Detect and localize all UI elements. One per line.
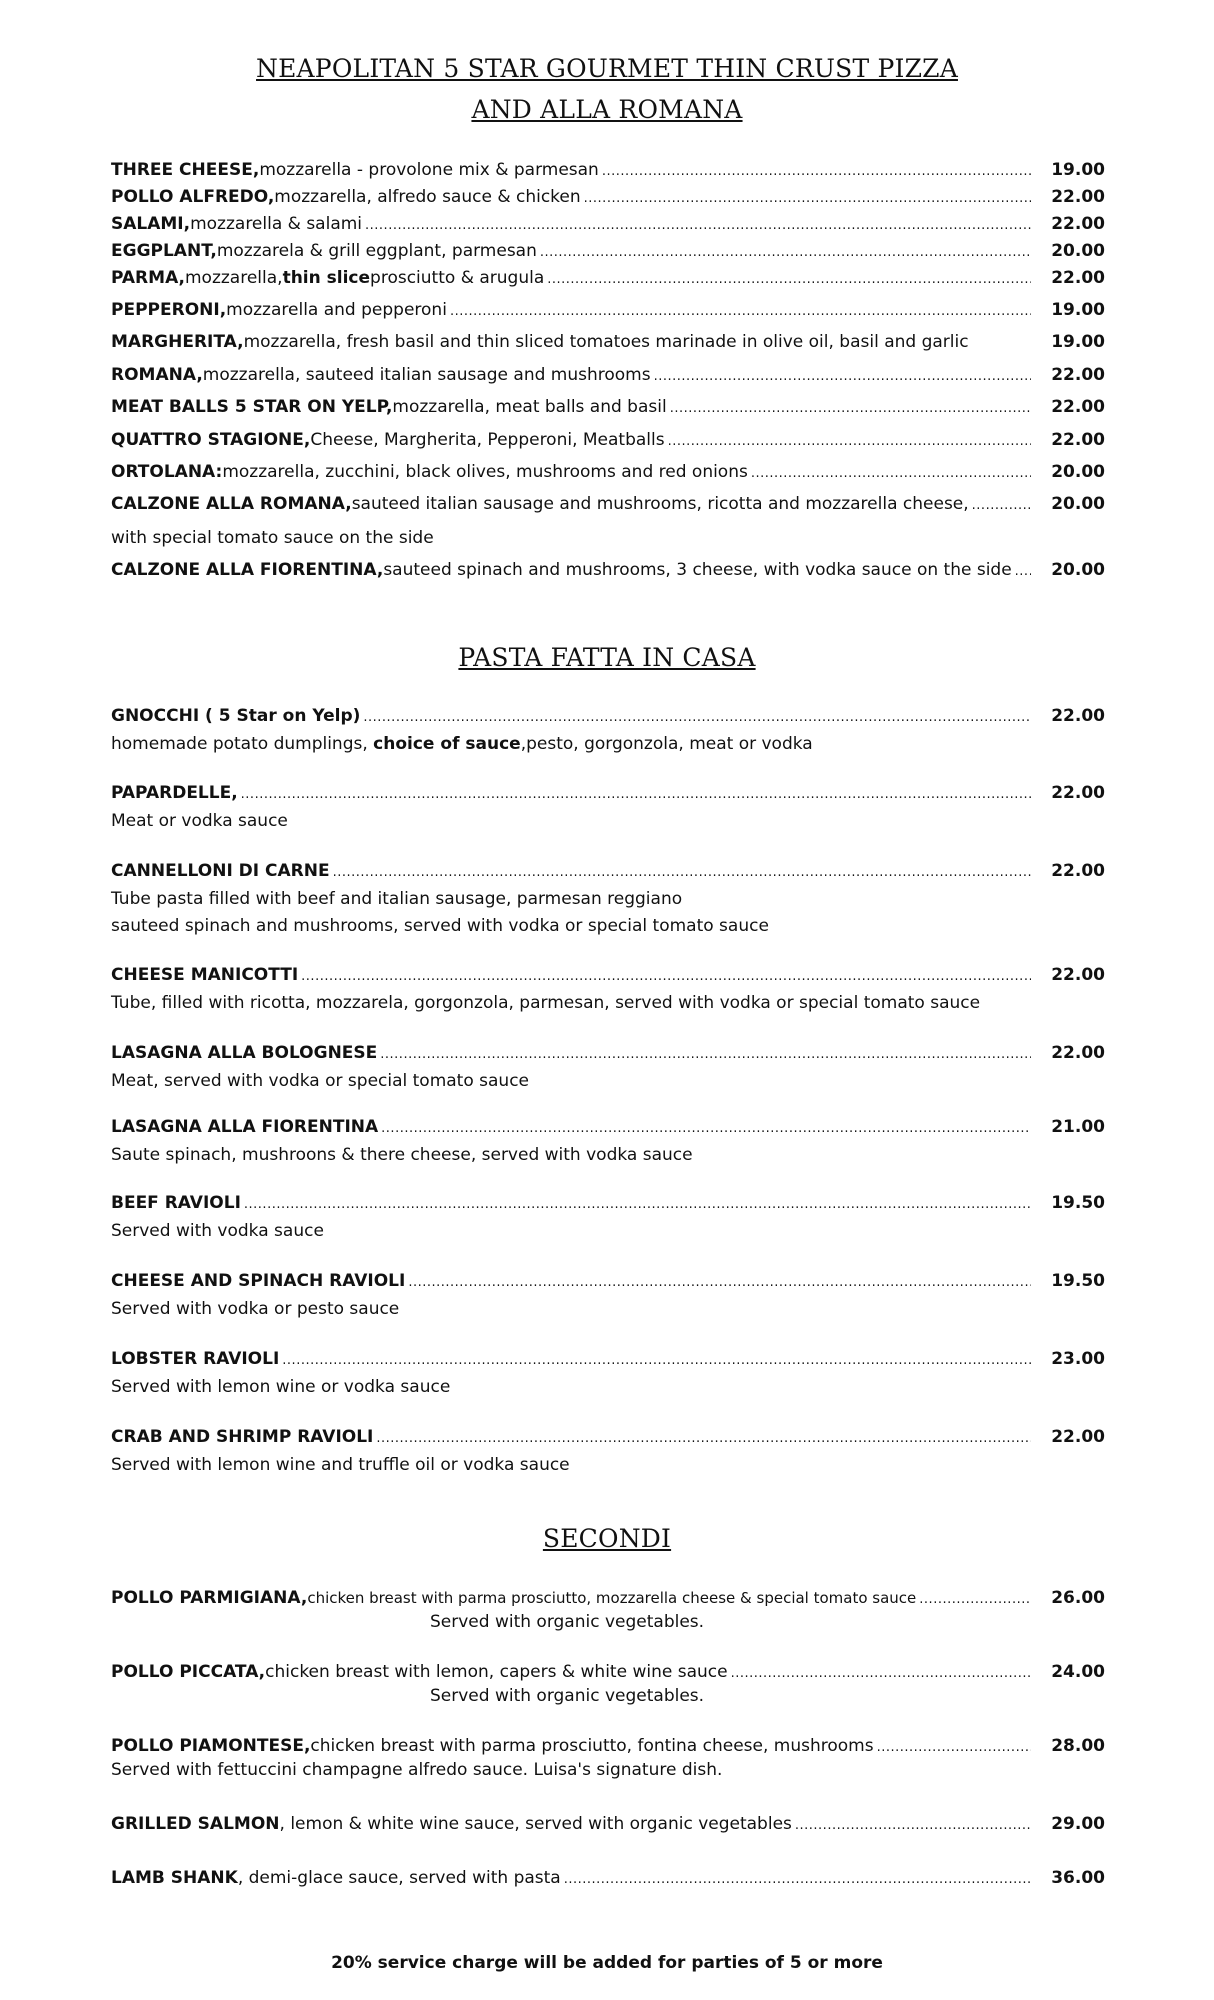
item-name: LASAGNA ALLA BOLOGNESE	[111, 1043, 378, 1063]
item-name: POLLO PICCATA,	[111, 1662, 266, 1682]
item-desc: Saute spinach, mushroons & there cheese, served with vodka sauce	[111, 1145, 693, 1165]
item-desc: chicken breast with parma prosciutto, fontina cheese, mushrooms	[310, 1736, 874, 1756]
item-desc: mozzarella & salami	[190, 214, 363, 234]
item-desc: mozzarela & grill eggplant, parmesan	[216, 241, 537, 261]
item-desc: sauteed spinach and mushrooms, 3 cheese, with vodka sauce on the side	[383, 560, 1012, 580]
item-desc: Served with vodka sauce	[111, 1221, 324, 1241]
menu-item	[111, 1043, 1105, 1071]
item-price: 20.00	[1051, 241, 1105, 261]
item-name: PAPARDELLE,	[111, 783, 238, 803]
item-price: 24.00	[1051, 1662, 1105, 1682]
item-price: 20.00	[1051, 494, 1105, 514]
item-name: MEAT BALLS 5 STAR ON YELP,	[111, 397, 393, 417]
item-desc: mozzarella, sauteed italian sausage and mushrooms	[202, 365, 651, 385]
item-price: 20.00	[1051, 560, 1105, 580]
item-price: 22.00	[1051, 1043, 1105, 1063]
menu-item	[111, 1117, 1105, 1145]
menu-item	[111, 241, 1105, 269]
item-name: THREE CHEESE,	[111, 160, 260, 180]
item-name: ORTOLANA:	[111, 462, 223, 482]
item-price: 19.50	[1051, 1193, 1105, 1213]
menu-item	[111, 494, 1105, 522]
menu-item	[111, 560, 1105, 588]
item-name: SALAMI,	[111, 214, 191, 234]
item-name: BEEF RAVIOLI	[111, 1193, 241, 1213]
item-desc: mozzarella, alfredo sauce & chicken	[274, 187, 581, 207]
menu-item	[111, 1193, 1105, 1221]
menu-item	[111, 1427, 1105, 1455]
item-desc: homemade potato dumplings, choice of sauce,pesto, gorgonzola, meat or vodka	[111, 734, 813, 754]
menu-item	[111, 397, 1105, 425]
item-name: PARMA,	[111, 268, 185, 288]
item-price: 22.00	[1051, 268, 1105, 288]
item-name: EGGPLANT,	[111, 241, 217, 261]
item-desc: sauteed italian sausage and mushrooms, ricotta and mozzarella cheese,	[351, 494, 969, 514]
item-price: 19.00	[1051, 332, 1105, 352]
item-price: 23.00	[1051, 1349, 1105, 1369]
item-desc: chicken breast with parma prosciutto, mozzarella cheese & special tomato sauce	[307, 1589, 917, 1607]
item-name: POLLO PARMIGIANA,	[111, 1588, 308, 1608]
menu-item	[111, 160, 1105, 188]
secondi-title: SECONDI	[542, 1524, 672, 1553]
item-desc: , demi-glace sauce, served with pasta	[237, 1868, 561, 1888]
item-note: Served with fettuccini champagne alfredo sauce. Luisa's signature dish.	[111, 1760, 723, 1780]
service-charge-note: 20% service charge will be added for parties of 5 or more	[331, 1953, 883, 1973]
item-desc: Meat, served with vodka or special tomato sauce	[111, 1071, 530, 1091]
menu-item	[111, 1868, 1105, 1896]
item-name: CALZONE ALLA ROMANA,	[111, 494, 352, 514]
item-price: 19.00	[1051, 160, 1105, 180]
item-name: GNOCCHI ( 5 Star on Yelp)	[111, 706, 361, 726]
item-price: 22.00	[1051, 365, 1105, 385]
item-price: 19.00	[1051, 300, 1105, 320]
menu-item	[111, 332, 1105, 360]
item-desc: sauteed spinach and mushrooms, served with vodka or special tomato sauce	[111, 916, 769, 936]
item-name: POLLO ALFREDO,	[111, 187, 275, 207]
item-desc: , lemon & white wine sauce, served with organic vegetables	[279, 1814, 792, 1834]
item-desc: Cheese, Margherita, Pepperoni, Meatballs	[310, 430, 665, 450]
item-name: PEPPERONI,	[111, 300, 227, 320]
pizza-title-line1: NEAPOLITAN 5 STAR GOURMET THIN CRUST PIZZA	[256, 54, 958, 83]
menu-item	[111, 430, 1105, 458]
item-price: 19.50	[1051, 1271, 1105, 1291]
item-desc: mozzarella, fresh basil and thin sliced tomatoes marinade in olive oil, basil and garlic	[243, 332, 969, 352]
item-note: Served with organic vegetables.	[430, 1612, 705, 1632]
item-name: CANNELLONI DI CARNE	[111, 861, 330, 881]
item-price: 22.00	[1051, 861, 1105, 881]
menu-item	[111, 268, 1105, 296]
item-name: CRAB AND SHRIMP RAVIOLI	[111, 1427, 374, 1447]
menu-item	[111, 965, 1105, 993]
item-desc: prosciutto & arugula	[370, 268, 545, 288]
menu-item	[111, 187, 1105, 215]
item-name: LAMB SHANK	[111, 1868, 238, 1888]
menu-item	[111, 1814, 1105, 1842]
item-price: 22.00	[1051, 187, 1105, 207]
item-name: CHEESE AND SPINACH RAVIOLI	[111, 1271, 406, 1291]
item-desc: Served with vodka or pesto sauce	[111, 1299, 400, 1319]
item-price: 22.00	[1051, 214, 1105, 234]
item-price: 22.00	[1051, 965, 1105, 985]
item-name: GRILLED SALMON	[111, 1814, 280, 1834]
item-name: POLLO PIAMONTESE,	[111, 1736, 311, 1756]
item-desc: Tube pasta filled with beef and italian sausage, parmesan reggiano	[111, 889, 683, 909]
menu-item	[111, 861, 1105, 889]
pasta-title: PASTA FATTA IN CASA	[458, 643, 756, 672]
item-desc: chicken breast with lemon, capers & white wine sauce	[265, 1662, 728, 1682]
item-desc: Served with lemon wine and truffle oil or vodka sauce	[111, 1455, 570, 1475]
item-name: ROMANA,	[111, 365, 203, 385]
item-desc: mozzarella, zucchini, black olives, mushrooms and red onions	[222, 462, 748, 482]
item-price: 29.00	[1051, 1814, 1105, 1834]
item-name: MARGHERITA,	[111, 332, 244, 352]
item-name: CHEESE MANICOTTI	[111, 965, 299, 985]
menu-item	[111, 1271, 1105, 1299]
item-name: CALZONE ALLA FIORENTINA,	[111, 560, 384, 580]
item-note: Served with organic vegetables.	[430, 1686, 705, 1706]
item-price: 22.00	[1051, 706, 1105, 726]
menu-item	[111, 783, 1105, 811]
item-price: 20.00	[1051, 462, 1105, 482]
item-note: with special tomato sauce on the side	[111, 528, 434, 548]
item-price: 22.00	[1051, 783, 1105, 803]
pizza-title-line2: AND ALLA ROMANA	[471, 95, 743, 124]
item-price: 26.00	[1051, 1588, 1105, 1608]
item-price: 22.00	[1051, 430, 1105, 450]
item-name: LOBSTER RAVIOLI	[111, 1349, 280, 1369]
item-price: 22.00	[1051, 1427, 1105, 1447]
item-price: 21.00	[1051, 1117, 1105, 1137]
item-price: 22.00	[1051, 397, 1105, 417]
item-desc: mozzarella - provolone mix & parmesan	[259, 160, 599, 180]
menu-item	[111, 214, 1105, 242]
item-desc: Tube, filled with ricotta, mozzarela, gorgonzola, parmesan, served with vodka or special tomato sauce	[111, 993, 981, 1013]
item-price: 28.00	[1051, 1736, 1105, 1756]
menu-item	[111, 462, 1105, 490]
menu-item	[111, 300, 1105, 328]
item-name: LASAGNA ALLA FIORENTINA	[111, 1117, 379, 1137]
item-name: QUATTRO STAGIONE,	[111, 430, 311, 450]
item-desc-bold: thin slice	[282, 268, 371, 288]
item-desc: mozzarella, meat balls and basil	[392, 397, 667, 417]
menu-item	[111, 1349, 1105, 1377]
item-desc: mozzarella and pepperoni	[226, 300, 447, 320]
item-desc: Meat or vodka sauce	[111, 811, 288, 831]
item-desc: mozzarella,	[185, 268, 283, 288]
menu-item	[111, 706, 1105, 734]
item-desc: Served with lemon wine or vodka sauce	[111, 1377, 451, 1397]
item-price: 36.00	[1051, 1868, 1105, 1888]
menu-item	[111, 365, 1105, 393]
